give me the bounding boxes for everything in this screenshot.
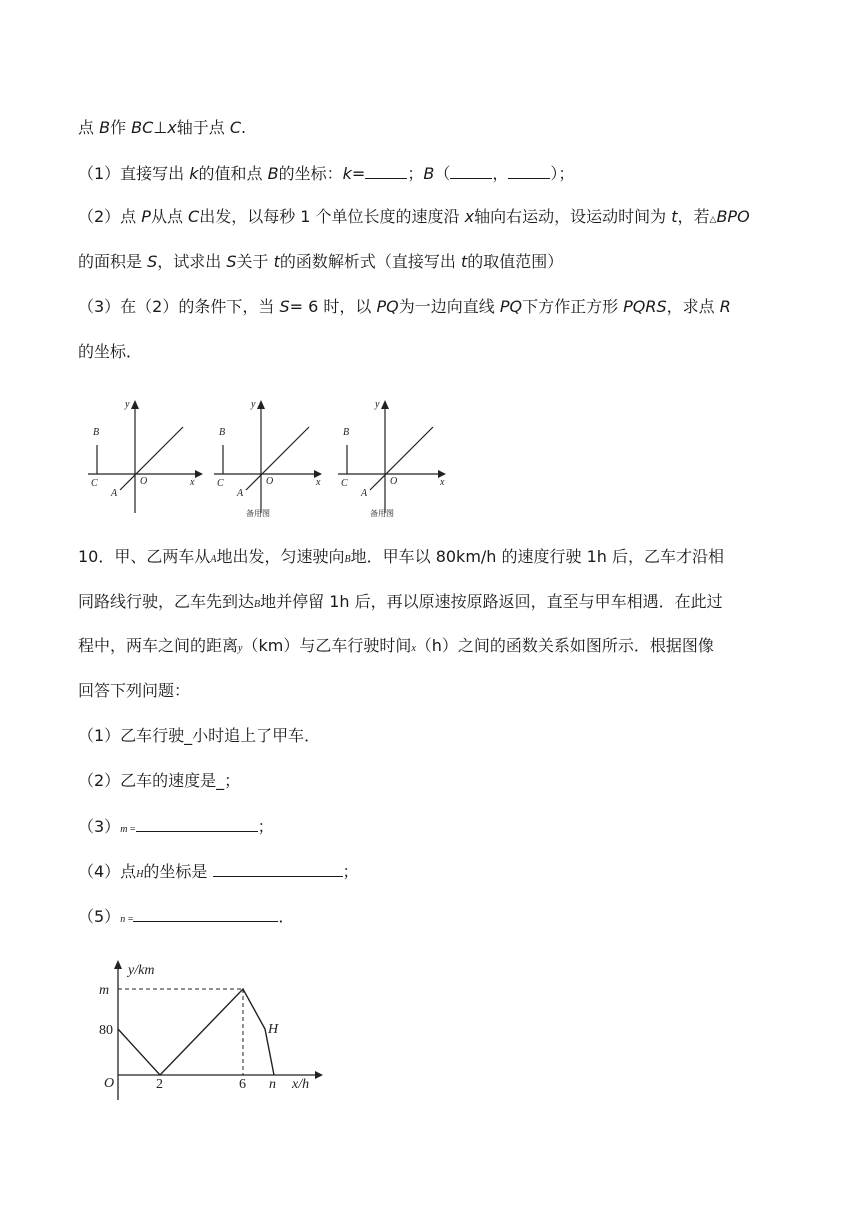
q9-part3b: 的坐标． [78,342,143,361]
fig3-x-label: x [440,477,445,488]
graph-2: 2 [156,1077,163,1092]
q10-part3: （3）m = ； [78,817,274,836]
q9-part2a: （2）点 P从点 C出发，以每秒 1 个单位长度的速度沿 x轴向右运动，设运动时间为 t，若△BPO [78,207,750,226]
fig2-y-label: y [251,399,256,410]
graph-ylabel: y/km [128,963,155,978]
fig1-B-label: B [93,427,100,438]
fig1-y-label: y [125,399,130,410]
q10-part1: （1）乙车行驶_小时追上了甲车． [78,726,321,745]
q10-line3: 程中，两车之间的距离y（km）与乙车行驶时间x（h）之间的函数关系如图所示．根据图像 [78,636,714,655]
fig2-x-label: x [316,477,321,488]
fig3-caption: 备用图 [370,509,394,518]
q9-fig-1 [88,400,203,513]
graph-80: 80 [99,1023,113,1038]
fig3-A-label: A [361,488,368,499]
q10-part5: （5）n = ． [78,907,295,926]
q9-figures [80,395,460,525]
q9-part2b: 的面积是 S，试求出 S关于 t的函数解析式（直接写出 t的取值范围） [78,252,564,271]
fig1-x-label: x [190,477,195,488]
fig2-A-label: A [237,488,244,499]
q10-line1: 10．甲、乙两车从A地出发，匀速驶向B地．甲车以 80km/h 的速度行驶 1h 后，乙车才沿相 [78,547,725,566]
q9-fig-3 [338,400,446,513]
q10-part4: （4）点H的坐标是 ； [78,862,359,881]
q9-part3a: （3）在（2）的条件下，当 S= 6 时，以 PQ为一边向直线 PQ下方作正方形 PQRS，求点 R [78,297,731,316]
fig1-O-label: O [140,476,148,487]
graph-xlabel: x/h [292,1077,310,1092]
fig3-O-label: O [390,476,398,487]
graph-H: H [268,1022,279,1037]
fig3-B-label: B [343,427,350,438]
q10-part2: （2）乙车的速度是_； [78,771,241,790]
fig3-C-label: C [341,478,348,489]
graph-6: 6 [239,1077,246,1092]
graph-n: n [269,1077,276,1092]
fig2-O-label: O [266,476,274,487]
q10-graph [90,955,340,1105]
q9-fig-2 [214,400,322,513]
fig2-caption: 备用图 [246,509,270,518]
fig3-y-label: y [375,399,380,410]
fig2-C-label: C [217,478,224,489]
q10-line4: 回答下列问题： [78,681,191,700]
q9-part1: （1）直接写出 k的值和点 B的坐标：k= ；B（ ， ）； [78,164,575,183]
fig1-C-label: C [91,478,98,489]
distance-line [118,989,274,1075]
graph-O: O [104,1076,115,1091]
fig2-B-label: B [219,427,226,438]
q10-line2: 同路线行驶，乙车先到达B地并停留 1h 后，再以原速按原路返回，直至与甲车相遇．在此过 [78,592,723,611]
graph-m: m [99,983,110,998]
fig1-A-label: A [111,488,118,499]
q9-line1: 点 B作 BC⊥x轴于点 C. [78,118,247,137]
